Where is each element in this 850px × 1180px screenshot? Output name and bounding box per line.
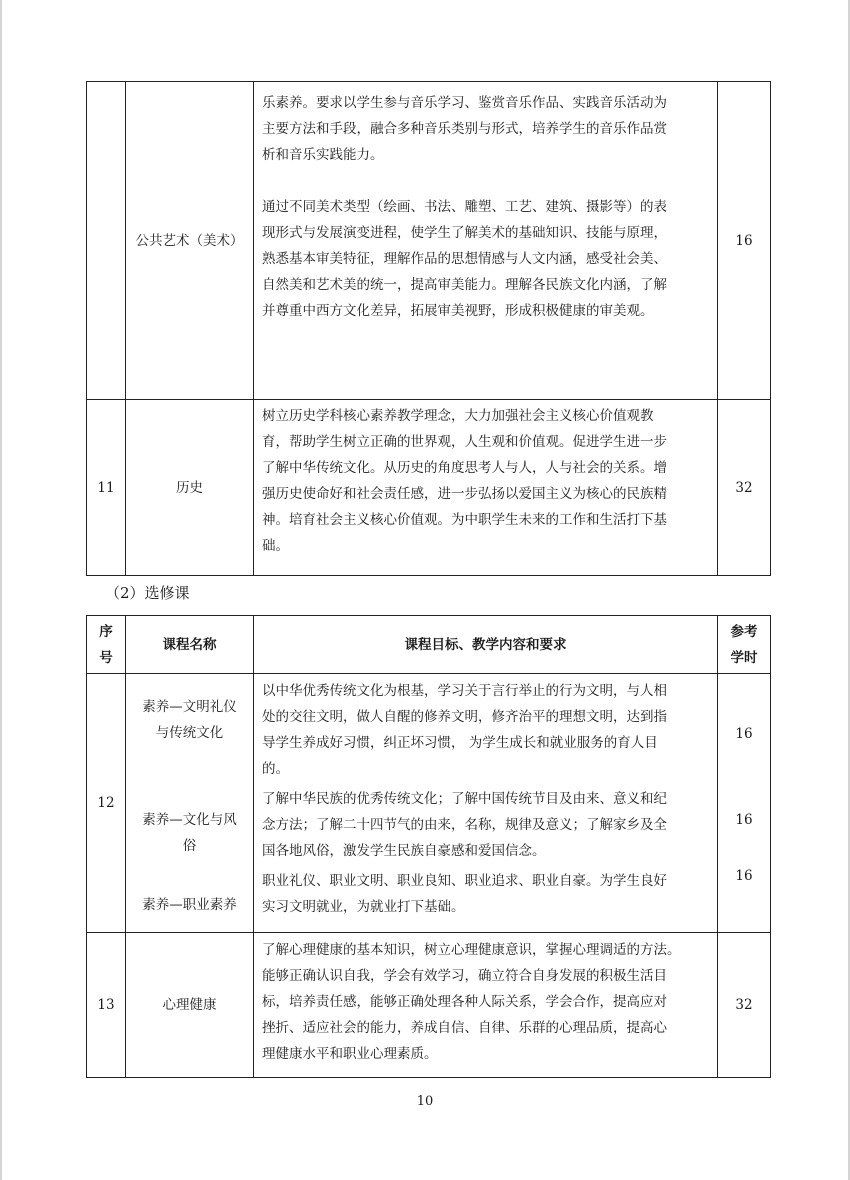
table-header-row: [87, 616, 771, 674]
table-row: [87, 400, 771, 576]
course-hours: 32: [718, 933, 771, 1078]
course-description: 树立历史学科核心素养教学理念，大力加强社会主义核心价值观教 育，帮助学生树立正确的世界观，人生观和价值观。促进学生进一步 了解中华传统文化。从历史的角度思考人与人，人与社会的关系。增 强历史使命好和社会责任感，进一步弘扬以爱国主义为核心的民族精 神。培育社会主义核心价值观。为中职学生未来的工作和生活打下基 础。: [254, 400, 718, 576]
course-name: 素养—文化与风: [142, 812, 237, 828]
header-hours: 参考 学时: [718, 616, 771, 674]
row-number: 12: [87, 674, 126, 933]
row-number: [87, 82, 126, 400]
table-row: [87, 933, 771, 1078]
table-row: [87, 82, 771, 400]
course-description: 乐素养。要求以学生参与音乐学习、鉴赏音乐作品、实践音乐活动为 主要方法和手段，融合多种音乐类别与形式，培养学生的音乐作品赏 析和音乐实践能力。 通过不同美术类型（绘画、书法、雕塑、工艺、建筑、摄影等）的表 现形式与发展演变进程，使学生了解美术的基础知识、技能与原理， 熟悉基本审美特征，理解作品的思想情感与人文内涵，感受社会美、 自然美和艺术美的统一，提高审美能力。理解各民族文化内涵，了解 并尊重中西方文化差异，拓展审美视野，形成积极健康的审美观。: [254, 82, 718, 400]
course-hours-stack: [718, 674, 771, 933]
header-course-name: 课程名称: [126, 616, 254, 674]
page-number: 10: [416, 1094, 434, 1109]
course-name: 素养—职业素养: [142, 897, 237, 913]
header-number: 序 号: [87, 616, 126, 674]
course-name: 历史: [126, 400, 254, 576]
course-hours: 32: [718, 400, 771, 576]
page-border-left: [0, 0, 2, 1180]
course-name: 俗: [182, 838, 197, 854]
course-name: 与传统文化: [155, 725, 224, 741]
course-hours: 16: [735, 726, 753, 742]
course-name: 素养—文明礼仪: [142, 699, 237, 715]
course-name-stack: [126, 674, 254, 933]
course-description: 了解心理健康的基本知识，树立心理健康意识，掌握心理调适的方法。 能够正确认识自我，学会有效学习，确立符合自身发展的积极生活目 标，培养责任感，能够正确处理各种人际关系，学会合作，提高应对 挫折、适应社会的能力，养成自信、自律、乐群的心理品质，提高心 理健康水平和职业心理素质。: [254, 933, 718, 1078]
header-description: 课程目标、教学内容和要求: [254, 616, 718, 674]
course-hours: 16: [718, 82, 771, 400]
row-number: 11: [87, 400, 126, 576]
required-courses-table: [86, 81, 771, 576]
course-name: 心理健康: [126, 933, 254, 1078]
course-description: 以中华优秀传统文化为根基，学习关于言行举止的行为文明，与人相 处的交往文明，做人自醒的修养文明，修齐治平的理想文明，达到指 导学生养成好习惯，纠正坏习惯， 为学生成长和就业服务的育人目 的。 了解中华民族的优秀传统文化；了解中国传统节目及由来、意义和纪 念方法；了解二十四节气的由来，名称，规律及意义；了解家乡及全 国各地风俗，激发学生民族自豪感和爱国信念。 职业礼仪、职业文明、职业良知、职业追求、职业自豪。为学生良好 实习文明就业，为就业打下基础。: [254, 674, 718, 933]
row-number: 13: [87, 933, 126, 1078]
elective-courses-table: [86, 615, 771, 1078]
course-hours: 16: [735, 812, 753, 828]
table-row: [87, 674, 771, 933]
course-hours: 16: [735, 868, 753, 884]
section-heading: （2）选修课: [105, 584, 190, 602]
course-name: 公共艺术（美术）: [126, 82, 254, 400]
